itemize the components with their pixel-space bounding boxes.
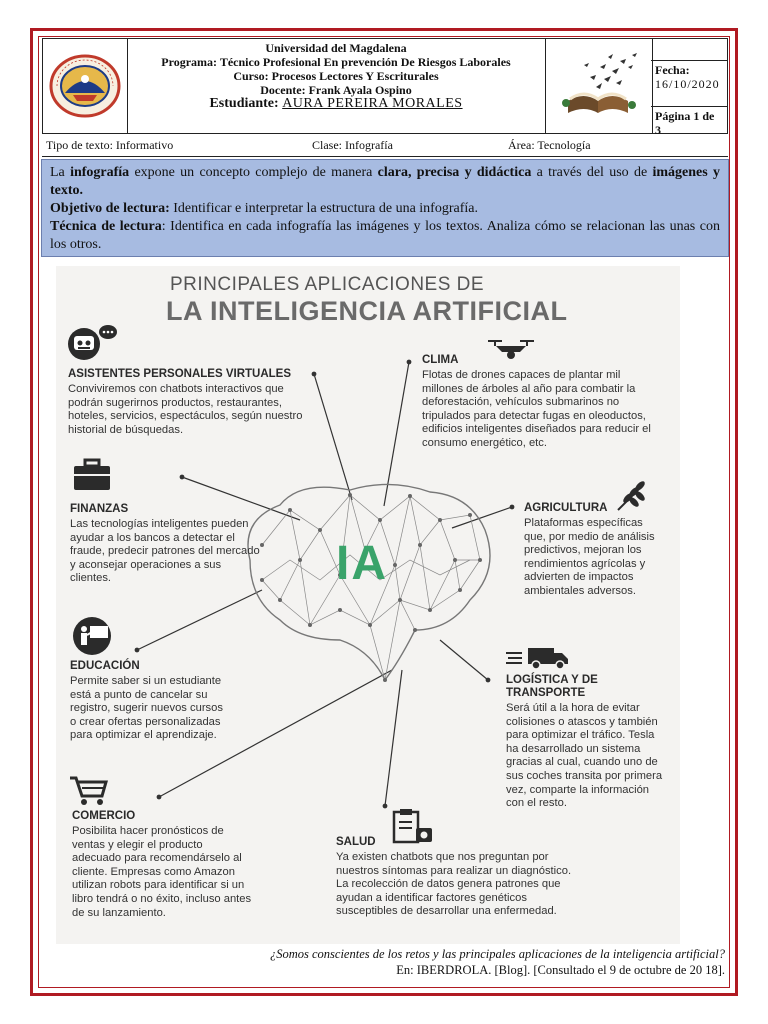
university-name: Universidad del Magdalena [265, 41, 407, 55]
intro-text: expone un concepto complejo de manera [129, 165, 378, 180]
truck-icon [506, 644, 570, 670]
date-value: 16/10/2020 [655, 77, 720, 91]
source-citation [150, 946, 725, 978]
objective-label: Objetivo de lectura: [50, 201, 170, 216]
section-title: FINANZAS [70, 503, 129, 515]
page-number: Página 1 de 3 [655, 109, 715, 137]
section-title: EDUCACIÓN [70, 660, 140, 672]
section-clima [422, 354, 660, 451]
intro-keyword: clara, precisa y didáctica [377, 165, 532, 180]
section-finanzas [70, 503, 260, 586]
ia-center-label: IA [336, 537, 388, 590]
intro-keyword: infografía [70, 165, 130, 180]
objective-text: Identificar e interpretar la estructura de una infografía. [169, 201, 478, 216]
course-name: Curso: Procesos Lectores Y Escriturales [233, 69, 439, 83]
student-label: Estudiante: [209, 96, 279, 111]
briefcase-icon [72, 458, 112, 492]
technique-label: Técnica de lectura [50, 219, 162, 234]
teacher-name: Docente: Frank Ayala Ospino [260, 83, 412, 97]
section-title: LOGÍSTICA Y DE TRANSPORTE [506, 674, 598, 699]
section-title: COMERCIO [72, 810, 136, 822]
section-comercio [72, 810, 252, 920]
section-asistentes [68, 368, 316, 437]
intro-text: La [50, 165, 71, 180]
intro-text: a través del uso de [531, 165, 653, 180]
student-name: AURA PEREIRA MORALES [282, 96, 463, 111]
section-text: Flotas de drones capaces de plantar mil millones de árboles al año para combatir la deforestación, vehículos submarinos no tripulados para detectar fugas en oleoductos, edificios inteligentes diseñados para reducir el consumo energético, etc. [422, 369, 651, 449]
class-name: Clase: Infografía [312, 138, 393, 152]
teacher-icon [70, 616, 118, 656]
section-text: Será útil a la hora de evitar colisiones o atascos y también para optimizar el tráfico. Tesla ha desarrollado un sistema gracias al cual, cuando uno de sus coches transita por primera vez, comparte la información con el resto. [506, 702, 663, 810]
technique-text: : Identifica en cada infografía las imágenes y los textos. Analiza cómo se relacionan las unas con los otros. [50, 219, 720, 252]
infographic-subtitle: PRINCIPALES APLICACIONES DE [170, 274, 485, 295]
section-text: Las tecnologías inteligentes pueden ayudar a los bancos a detectar el fraude, predecir patrones del mercado y aconsejar operaciones a sus clientes. [70, 518, 260, 585]
section-text: Permite saber si un estudiante está a punto de cancelar su registro, sugerir nuevos cursos o crear ofertas personalizadas para optimizar el aprendizaje. [70, 675, 223, 742]
robot-icon [66, 324, 122, 364]
section-educacion [70, 660, 230, 743]
citation-title: ¿Somos conscientes de los retos y las principales aplicaciones de la inteligencia artificial? [269, 947, 725, 961]
intro-keyword: imágenes y texto. [50, 165, 720, 198]
cart-icon [68, 774, 110, 808]
section-text: Posibilita hacer pronósticos de ventas y elegir el producto adecuado para recomendárselo al cliente. Empresas como Amazon utilizan robots para identificar si un libro tendrá o no éxito, incluso antes de su lanzamiento. [72, 825, 252, 919]
citation-source: En: IBERDROLA. [Blog]. [Consultado el 9 de octubre de 20 18]. [396, 963, 725, 977]
area-name: Área: Tecnología [508, 138, 591, 152]
program-name: Programa: Técnico Profesional En prevención De Riesgos Laborales [161, 55, 511, 69]
section-title: ASISTENTES PERSONALES VIRTUALES [68, 368, 292, 380]
infographic-title: LA INTELIGENCIA ARTIFICIAL [166, 296, 568, 326]
section-text: Conviviremos con chatbots interactivos que podrán sugerirnos productos, restaurantes, hoteles, servicios, espectáculos, según nuestro historial de búsquedas. [68, 383, 303, 436]
section-salud [336, 836, 584, 919]
section-logistica [506, 674, 668, 811]
section-title: AGRICULTURA [524, 502, 608, 514]
section-title: SALUD [336, 836, 376, 848]
section-agricultura [524, 502, 660, 599]
text-type: Tipo de texto: Informativo [46, 138, 174, 152]
section-text: Ya existen chatbots que nos preguntan por nuestros síntomas para realizar un diagnóstico. La recolección de datos genera patrones que ayudan a identificar factores genéticos susceptibles de desarrollar una enfermedad. [336, 851, 572, 918]
date-label: Fecha: [655, 63, 690, 77]
section-title: CLIMA [422, 354, 459, 366]
section-text: Plataformas específicas que, por medio de análisis predictivos, mejoran los rendimientos agrícolas y advierten de impactos ambientales adversos. [524, 517, 655, 597]
